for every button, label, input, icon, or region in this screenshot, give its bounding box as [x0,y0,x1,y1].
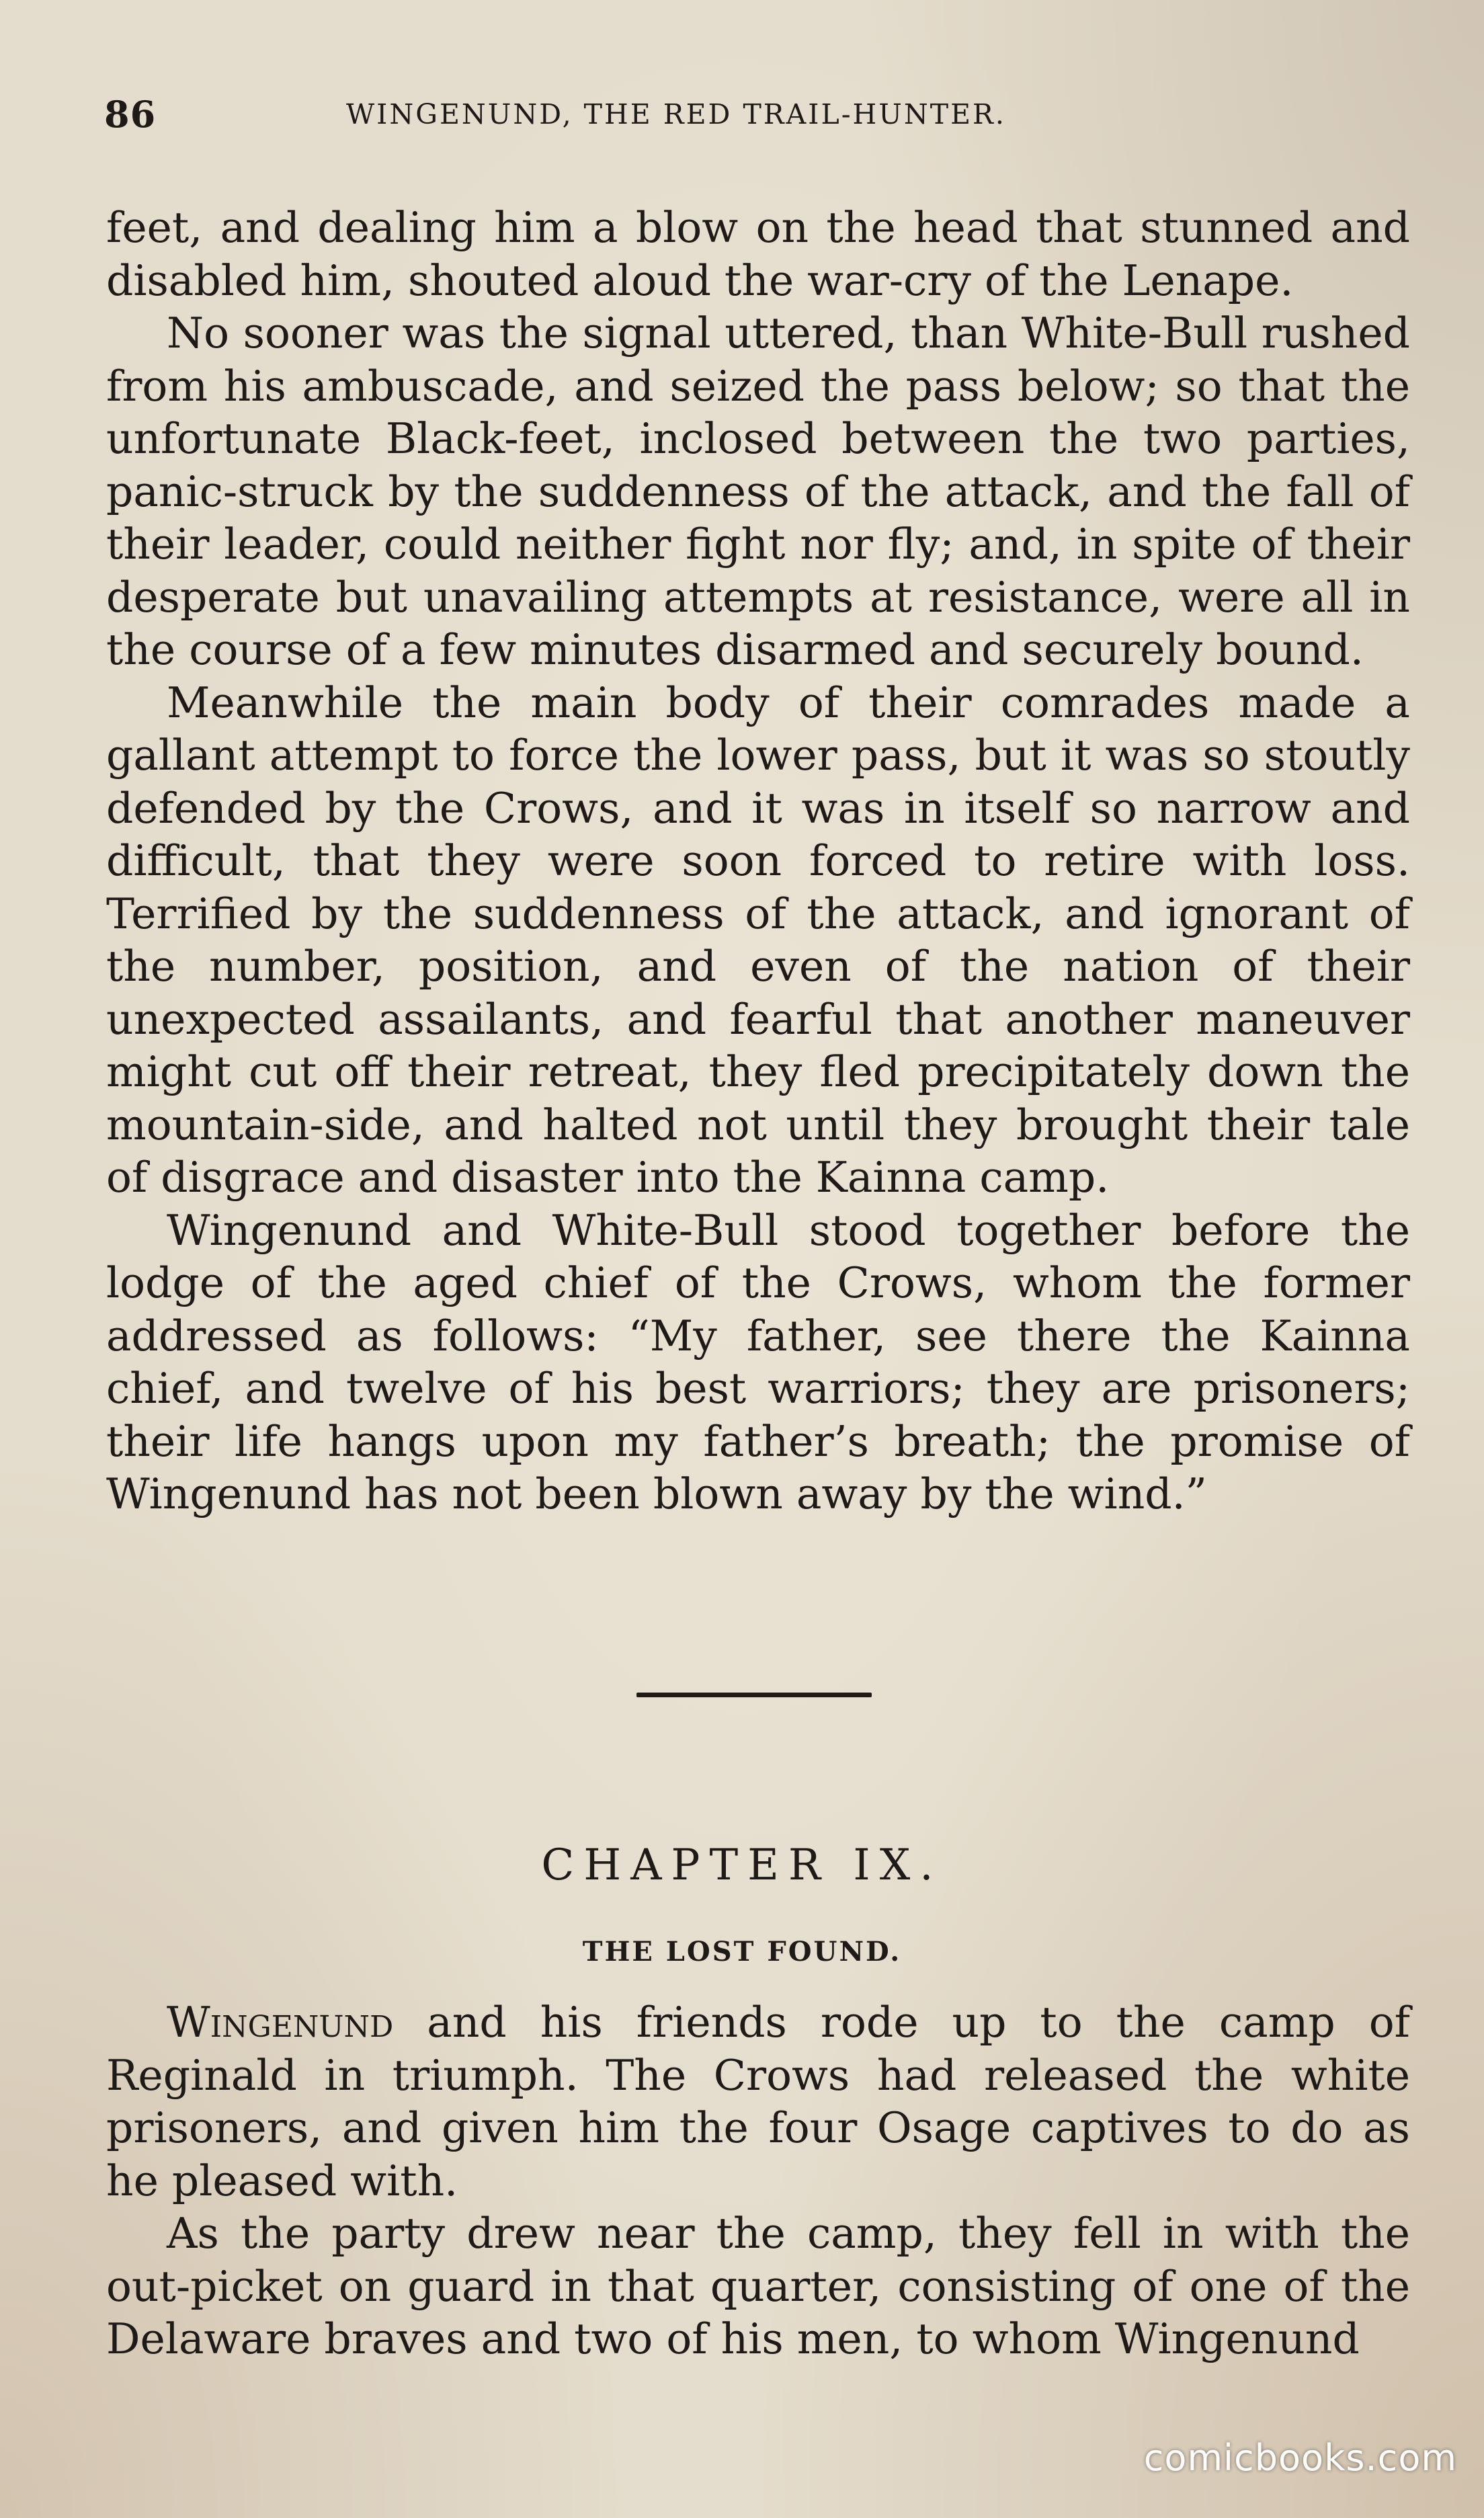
chapter-opening-word: Wingenund [167,1998,394,2047]
running-title: WINGENUND, THE RED TRAIL-HUNTER. [346,98,1006,130]
chapter-opening-rest: and his friends rode up to the camp of Reginald in triumph. The Crows had released the white prisoners, and given him the four Osage captives to do as he pleased with. [106,1998,1410,2205]
chapter-paragraph-picket: As the party drew near the camp, they fell in with the out-picket on guard in that quarter, consisting of one of the Delaware braves and two of his men, to whom Wingenund [106,2209,1410,2363]
body-text [106,202,1410,1521]
chapter-heading: CHAPTER IX. [541,1840,943,1890]
running-head [104,93,1408,147]
chapter-subtitle: THE LOST FOUND. [582,1936,902,1967]
page-number: 86 [104,93,157,136]
paragraph-continuation: feet, and dealing him a blow on the head that stunned and disabled him, shouted aloud the war-cry of the Lenape. [106,203,1410,305]
watermark: comicbooks.com [1143,2437,1457,2479]
paragraph-retreat: Meanwhile the main body of their comrades made a gallant attempt to force the lower pass, but it was so stoutly defended by the Crows, and it was in itself so narrow and difficult, that they were soon forced to retire with loss. Terrified by the suddenness of the attack, and ignorant of the number, position, and even of the nation of their unexpected assailants, and fearful that another maneuver might cut off their retreat, they fled precipitately down the mountain-side, and halted not until they brought their tale of disgrace and disaster into the Kainna camp. [106,678,1410,1202]
paragraph-ambush: No sooner was the signal uttered, than White-Bull rushed from his ambuscade, and seized the pass below; so that the unfortunate Black-feet, inclosed between the two parties, panic-struck by the suddenness of the attack, and the fall of their leader, could neither fight nor fly; and, in spite of their desperate but unavailing attempts at resistance, were all in the course of a few minutes disarmed and securely bound. [106,309,1410,674]
chapter-paragraph-opening [106,1996,1410,2207]
section-divider [636,1693,872,1697]
chapter-text [106,1996,1410,2366]
paragraph-speech: Wingenund and White-Bull stood together before the lodge of the aged chief of the Crows, whom the former addressed as follows: “My father, see there the Kainna chief, and twelve of his best warriors; they are prisoners; their life hangs upon my father’s breath; the promise of Wingenund has not been blown away by the wind.” [106,1205,1410,1518]
